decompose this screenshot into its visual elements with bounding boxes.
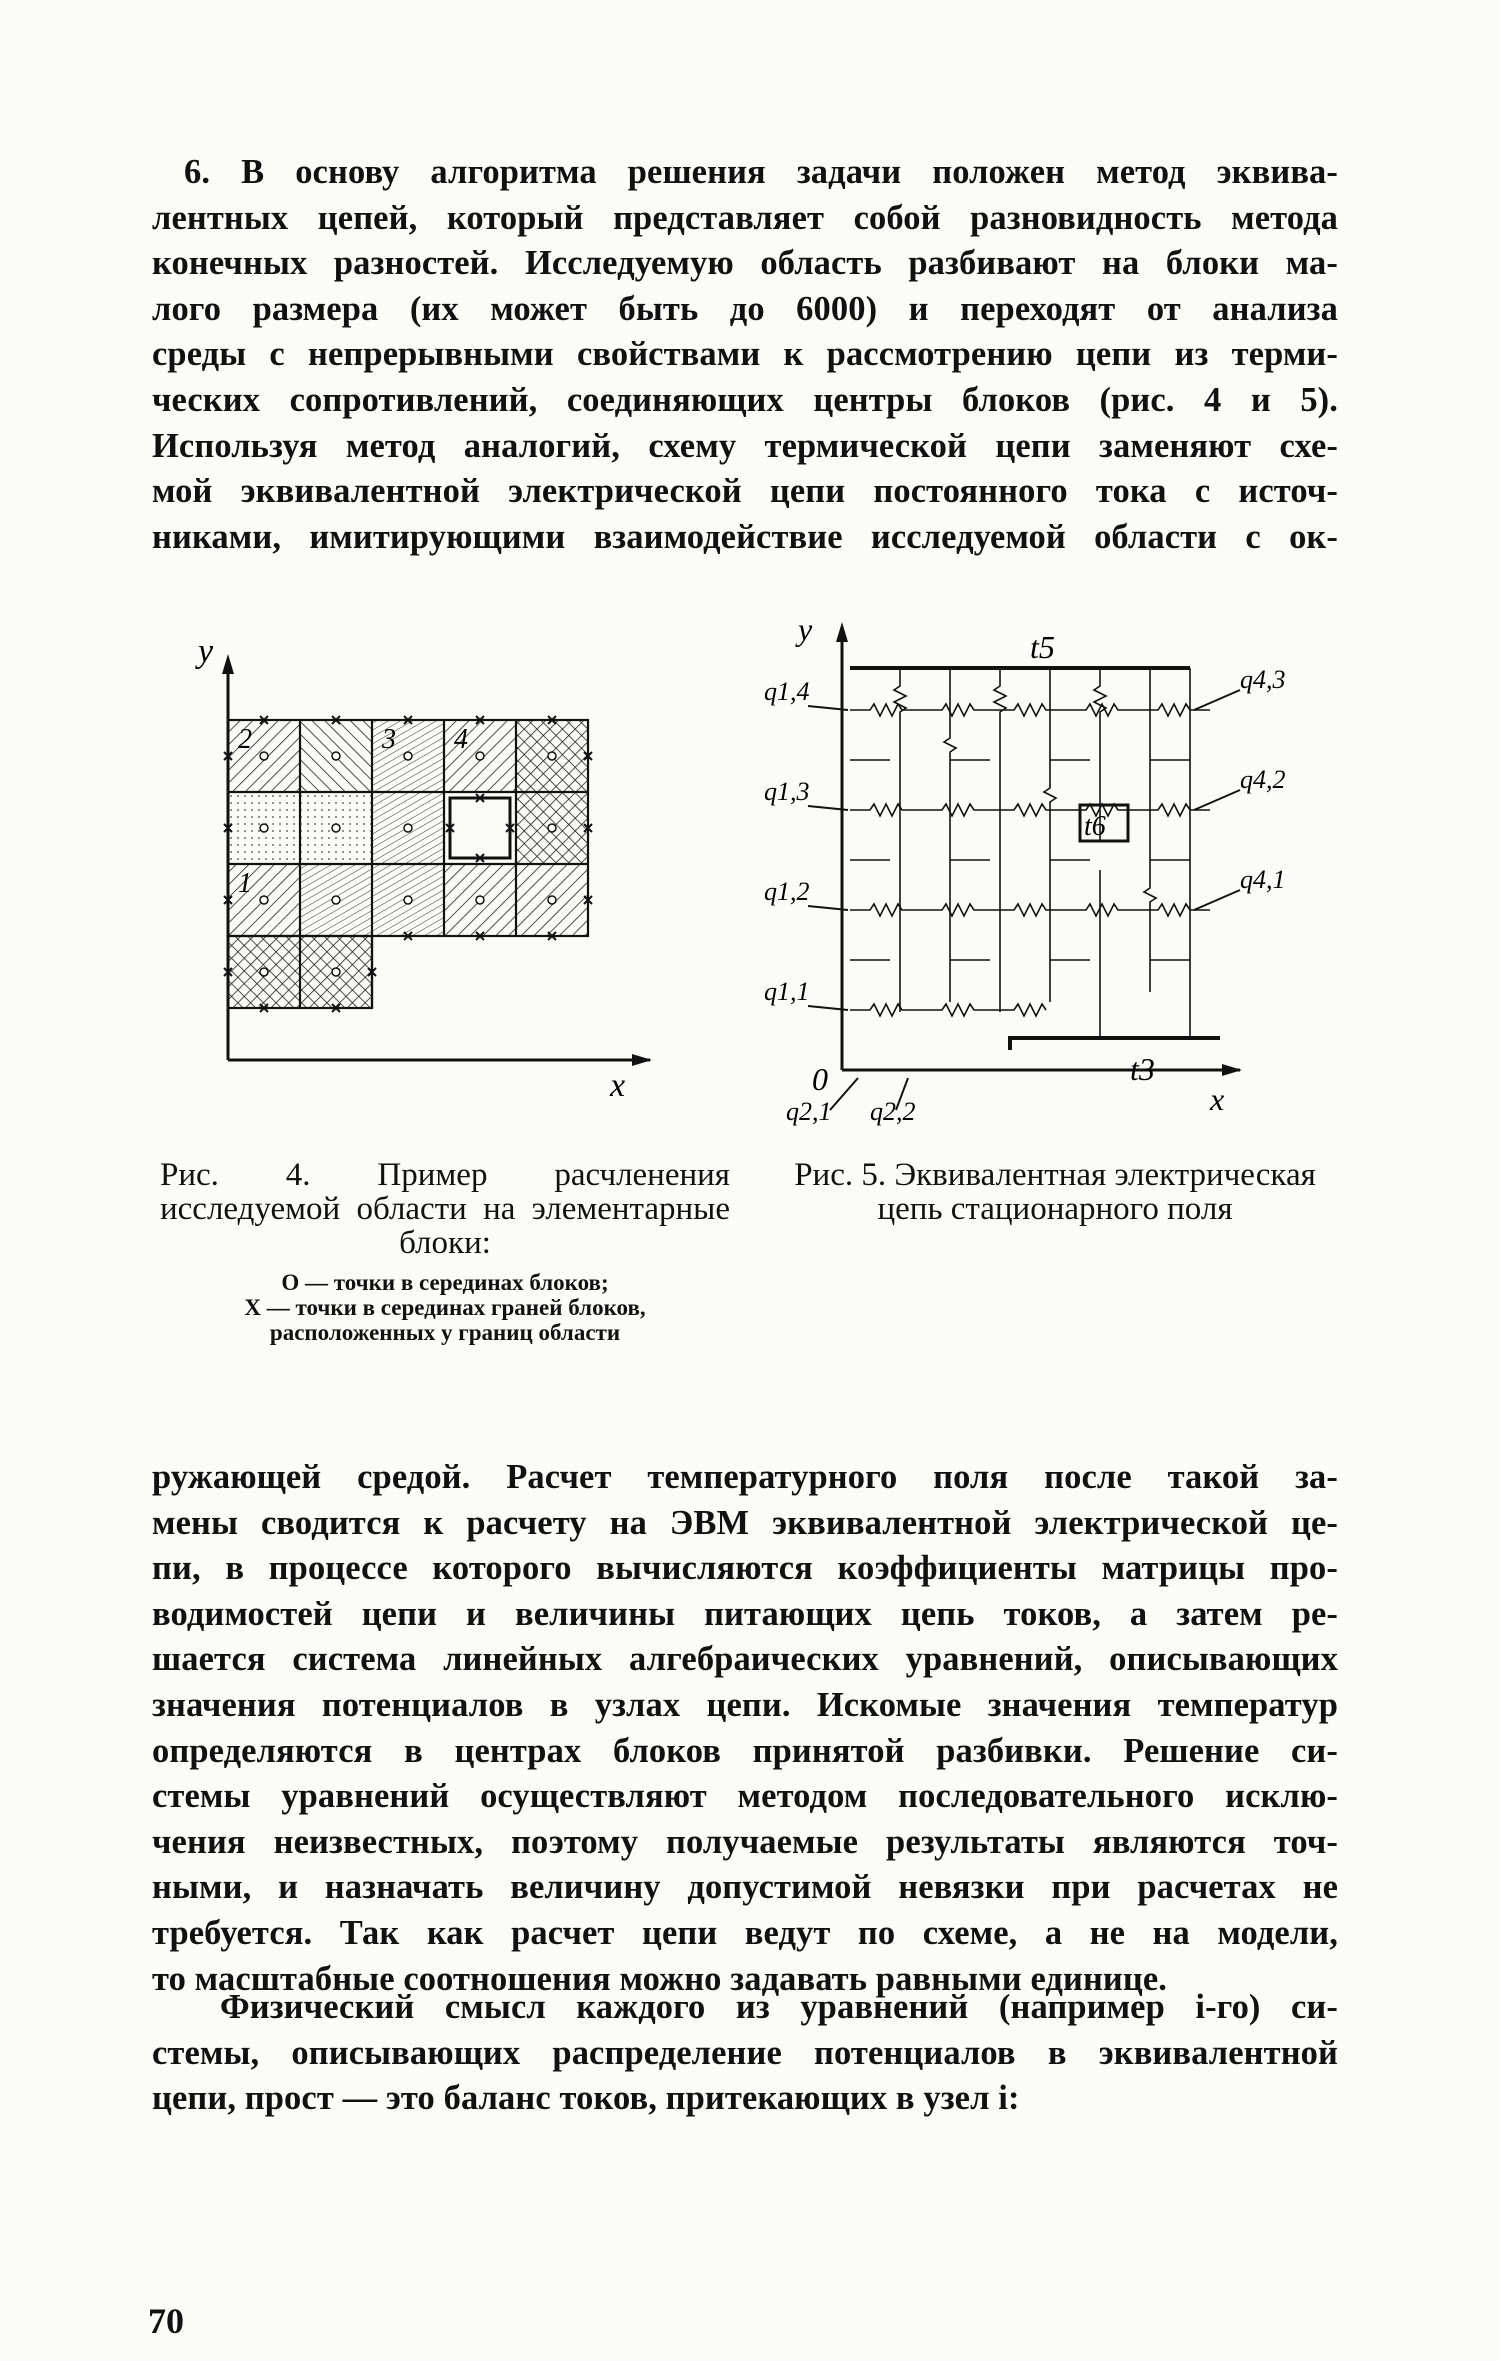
text-line: стемы, описывающих распределение потенциалов в эквивалентной xyxy=(152,2033,1338,2072)
text-line: никами, имитирующими взаимодействие исследуемой области с ок- xyxy=(152,517,1338,556)
fig5-q-label: q1,2 xyxy=(764,877,810,906)
text-line: мены сводится к расчету на ЭВМ эквивалентной электрической це- xyxy=(152,1503,1338,1542)
text-line: среды с непрерывными свойствами к рассмотрению цепи из терми- xyxy=(152,335,1338,374)
text-line: цепи, прост — это баланс токов, притекающих в узел i: xyxy=(152,2079,1020,2118)
text-line: мой эквивалентной электрической цепи постоянного тока с источ- xyxy=(152,472,1338,511)
text-line: водимостей цепи и величины питающих цепь токов, а затем ре- xyxy=(152,1594,1338,1633)
text-line: пи, в процессе которого вычисляются коэффициенты матрицы про- xyxy=(152,1549,1338,1588)
fig5-q-label: q2,1 xyxy=(786,1097,832,1126)
fig5-q-label: q1,3 xyxy=(764,777,810,806)
text-line: чения неизвестных, поэтому получаемые результаты являются точ- xyxy=(152,1822,1338,1861)
text-line: стемы уравнений осуществляют методом последовательного исклю- xyxy=(152,1777,1338,1816)
fig5-q-label: q4,3 xyxy=(1240,665,1286,694)
fig5-axis-y-label: y xyxy=(798,611,813,647)
text-line: Физический смысл каждого из уравнений (например i-го) си- xyxy=(220,1988,1338,2026)
text-line: ческих сопротивлений, соединяющих центры блоков (рис. 4 и 5). xyxy=(152,380,1338,419)
text-line: ными, и назначать величину допустимой невязки при расчетах не xyxy=(152,1868,1338,1907)
fig5-axis-x-label: x xyxy=(1210,1081,1225,1117)
figure-4-legend-2: Х — точки в серединах граней блоков, расположенных у границ области xyxy=(244,1295,646,1345)
fig5-t3-label: t3 xyxy=(1130,1051,1155,1087)
figure-4-block-grid xyxy=(180,633,660,1104)
text-line: конечных разностей. Исследуемую область разбивают на блоки ма- xyxy=(152,244,1338,283)
fig5-t5-label: t5 xyxy=(1030,629,1055,665)
figure-5-caption: Рис. 5. Эквивалентная электрическая цепь стационарного поля xyxy=(794,1157,1316,1227)
text-line: Используя метод аналогий, схему термической цепи заменяют схе- xyxy=(152,426,1338,465)
fig4-block-label: 2 xyxy=(238,724,252,755)
text-line: лентных цепей, который представляет собой разновидность метода xyxy=(152,198,1338,237)
fig5-q-label: q1,1 xyxy=(764,977,810,1006)
fig5-q-label: q4,1 xyxy=(1240,865,1286,894)
text-line: требуется. Так как расчет цепи ведут по схеме, а не на модели, xyxy=(152,1913,1338,1952)
text-line: 6. В основу алгоритма решения задачи положен метод эквива- xyxy=(184,153,1338,191)
fig4-block-label: 4 xyxy=(454,724,468,755)
fig5-q-label: q2,2 xyxy=(870,1097,916,1126)
paragraph-2 xyxy=(152,1455,1338,2002)
figure-4-legend-1: О — точки в серединах блоков; xyxy=(281,1270,609,1295)
text-line: лого размера (их может быть до 6000) и переходят от анализа xyxy=(152,289,1338,328)
fig4-axis-x-label: x xyxy=(610,1067,626,1104)
figure-4-caption-title: Рис. 4. Пример расчленения исследуемой области на элементарные блоки: xyxy=(160,1157,730,1261)
fig5-q-label: q1,4 xyxy=(764,677,810,706)
paragraph-1 xyxy=(152,150,1338,560)
paragraph-3 xyxy=(152,1985,1338,2122)
fig5-q-label: q4,2 xyxy=(1240,765,1286,794)
text-line: шается система линейных алгебраических уравнений, описывающих xyxy=(152,1640,1338,1679)
text-line: значения потенциалов в узлах цепи. Искомые значения температур xyxy=(152,1685,1338,1724)
fig5-origin-label: 0 xyxy=(812,1061,828,1097)
text-line: ружающей средой. Расчет температурного поля после такой за- xyxy=(152,1458,1338,1496)
text-line: определяются в центрах блоков принятой разбивки. Решение си- xyxy=(152,1731,1338,1770)
fig4-block-label: 1 xyxy=(238,868,252,899)
page-number: 70 xyxy=(148,2301,184,2341)
fig4-axis-y-label: y xyxy=(198,633,214,670)
figure-4-caption xyxy=(160,1158,730,1345)
fig5-t6-label: t6 xyxy=(1084,811,1106,842)
text-line: то масштабные соотношения можно задавать равными единице. xyxy=(152,1959,1168,1998)
figure-5-equivalent-circuit xyxy=(764,610,1330,1126)
fig4-block-label: 3 xyxy=(382,724,396,755)
